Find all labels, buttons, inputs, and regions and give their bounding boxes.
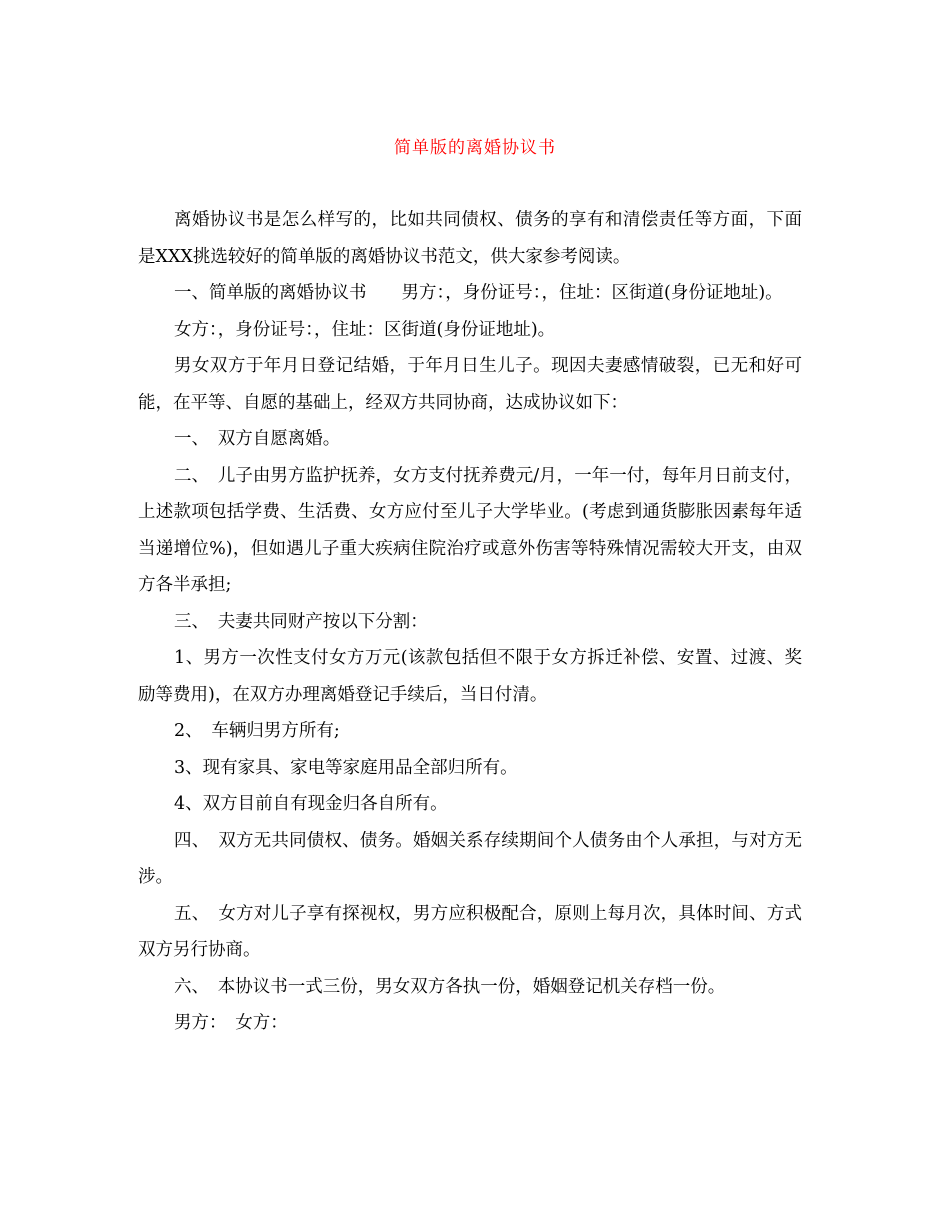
property-item-2: 2、 车辆归男方所有; [174, 721, 340, 741]
property-item-1: 1、男方一次性支付女方万元(该款包括但不限于女方拆迁补偿、安置、过渡、奖励等费用)，在双方办理离婚登记手续后，当日付清。 [138, 648, 802, 705]
marriage-background-paragraph: 男女双方于年月日登记结婚，于年月日生儿子。现因夫妻感情破裂，已无和好可能，在平等、自愿的基础上，经双方共同协商，达成协议如下： [138, 356, 802, 413]
clause-6-paragraph: 六、 本协议书一式三份，男女双方各执一份，婚姻登记机关存档一份。 [174, 976, 726, 997]
document-title: 简单版的离婚协议书 [394, 138, 556, 158]
clause-3-paragraph: 三、 夫妻共同财产按以下分割： [174, 611, 428, 632]
clause-1-paragraph: 一、 双方自愿离婚。 [174, 429, 341, 449]
signature-line: 男方： 女方： [174, 1013, 288, 1033]
intro-paragraph: 离婚协议书是怎么样写的，比如共同债权、债务的享有和清偿责任等方面，下面是XXX挑选较好的简单版的离婚协议书范文，供大家参考阅读。 [138, 210, 802, 267]
clause-2-paragraph: 二、 儿子由男方监护抚养，女方支付抚养费元/月，一年一付，每年月日前支付，上述款项包括学费、生活费、女方应付至儿子大学毕业。(考虑到通货膨胀因素每年适当递增位%)，但如遇儿子重大疾病住院治疗或意外伤害等特殊情况需较大开支，由双方各半承担; [138, 465, 802, 595]
clause-5-paragraph: 五、 女方对儿子享有探视权，男方应积极配合，原则上每月次，具体时间、方式双方另行协商。 [138, 903, 802, 960]
property-item-3: 3、现有家具、家电等家庭用品全部归所有。 [174, 757, 518, 778]
wife-info-paragraph: 女方：，身份证号：，住址：区街道(身份证地址)。 [174, 319, 556, 340]
document-body [138, 202, 802, 1042]
husband-info-paragraph: 一、简单版的离婚协议书 男方：，身份证号：，住址：区街道(身份证地址)。 [174, 283, 783, 303]
clause-4-paragraph: 四、 双方无共同债权、债务。婚姻关系存续期间个人债务由个人承担，与对方无涉。 [138, 830, 802, 887]
property-item-4: 4、双方目前自有现金归各自所有。 [174, 794, 448, 814]
